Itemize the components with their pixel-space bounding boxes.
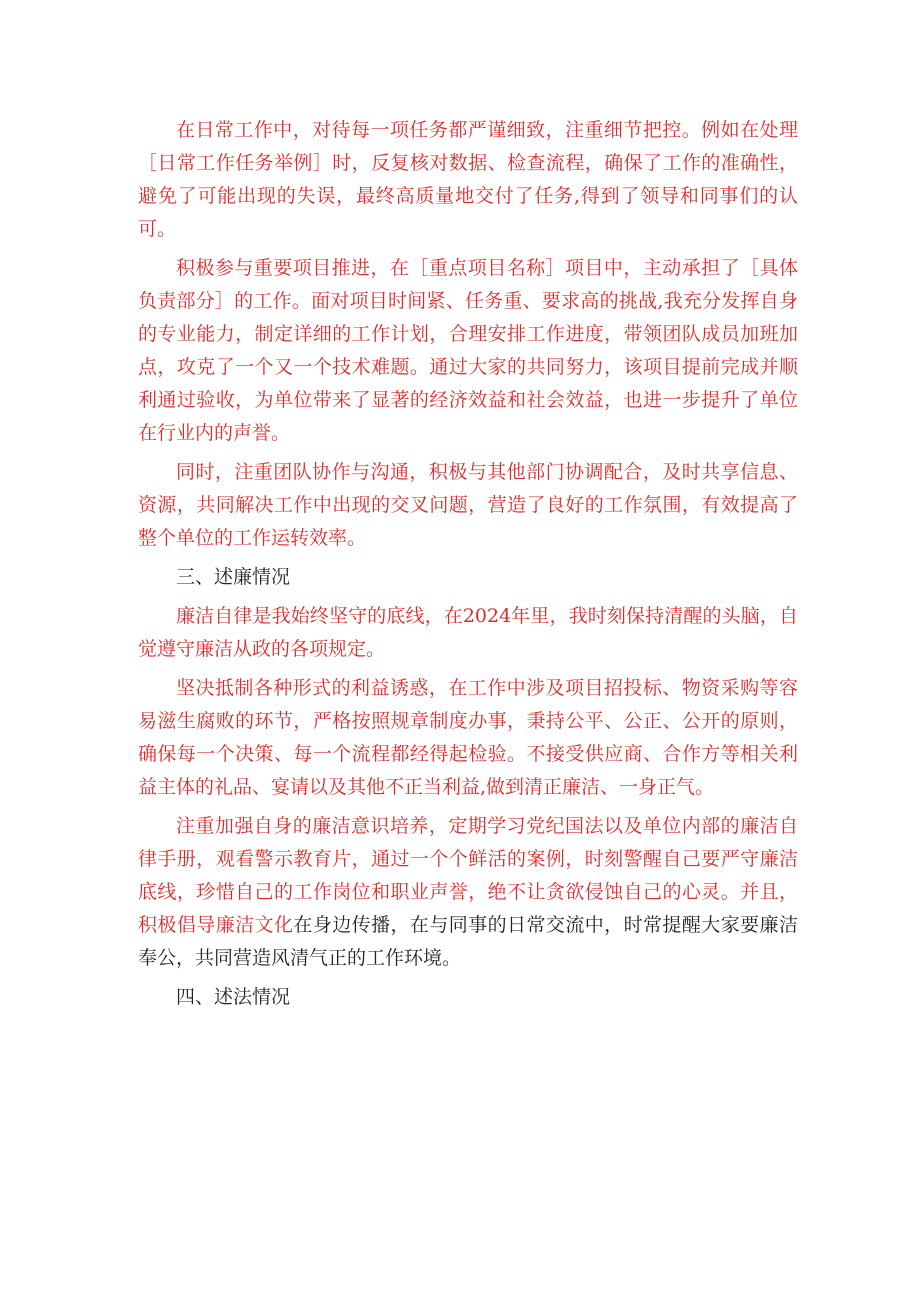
section-heading-integrity: 三、述廉情况 <box>176 566 291 588</box>
document-body <box>138 114 798 1020</box>
paragraph-integrity-awareness <box>138 810 798 975</box>
paragraph-text: 同时，注重团队协作与沟通，积极与其他部门协调配合，及时共享信息、资源，共同解决工作中出现的交叉问题，营造了良好的工作氛围，有效提高了整个单位的工作运转效率。 <box>138 461 798 549</box>
paragraph-text: 在日常工作中，对待每一项任务都严谨细致，注重细节把控。例如在处理［日常工作任务举例］时，反复核对数据、检查流程，确保了工作的准确性，避免了可能出现的失误，最终高质量地交付了任务,得到了领导和同事们的认可。 <box>138 119 798 240</box>
paragraph-teamwork <box>138 456 798 555</box>
paragraph-daily-work <box>138 114 798 246</box>
paragraph-text-red: 注重加强自身的廉洁意识培养，定期学习党纪国法以及单位内部的廉洁自律手册，观看警示教育片，通过一个个鲜活的案例，时刻警醒自己要严守廉洁底线，珍惜自己的工作岗位和职业声誉，绝不让贪欲侵蚀自己的心灵。并且，积极倡导廉洁文化 <box>138 815 798 936</box>
paragraph-integrity-intro <box>138 600 798 666</box>
paragraph-resist-temptation <box>138 672 798 804</box>
paragraph-text: 廉洁自律是我始终坚守的底线，在2024年里，我时刻保持清醒的头脑，自觉遵守廉洁从政的各项规定。 <box>138 605 798 660</box>
paragraph-text-black: 在身边传播，在与同事的日常交流中，时常提醒大家要廉洁奉公，共同营造风清气正的工作环境。 <box>138 914 798 969</box>
paragraph-text: 积极参与重要项目推进，在［重点项目名称］项目中，主动承担了［具体负责部分］的工作。面对项目时间紧、任务重、要求高的挑战,我充分发挥自身的专业能力，制定详细的工作计划，合理安排工作进度，带领团队成员加班加点，攻克了一个又一个技术难题。通过大家的共同努力，该项目提前完成并顺利通过验收，为单位带来了显著的经济效益和社会效益，也进一步提升了单位在行业内的声誉。 <box>138 257 798 444</box>
paragraph-text: 坚决抵制各种形式的利益诱惑，在工作中涉及项目招投标、物资采购等容易滋生腐败的环节，严格按照规章制度办事，秉持公平、公正、公开的原则，确保每一个决策、每一个流程都经得起检验。不接受供应商、合作方等相关利益主体的礼品、宴请以及其他不正当利益,做到清正廉洁、一身正气。 <box>138 677 798 798</box>
section-heading-law: 四、述法情况 <box>176 986 291 1008</box>
paragraph-key-project <box>138 252 798 450</box>
